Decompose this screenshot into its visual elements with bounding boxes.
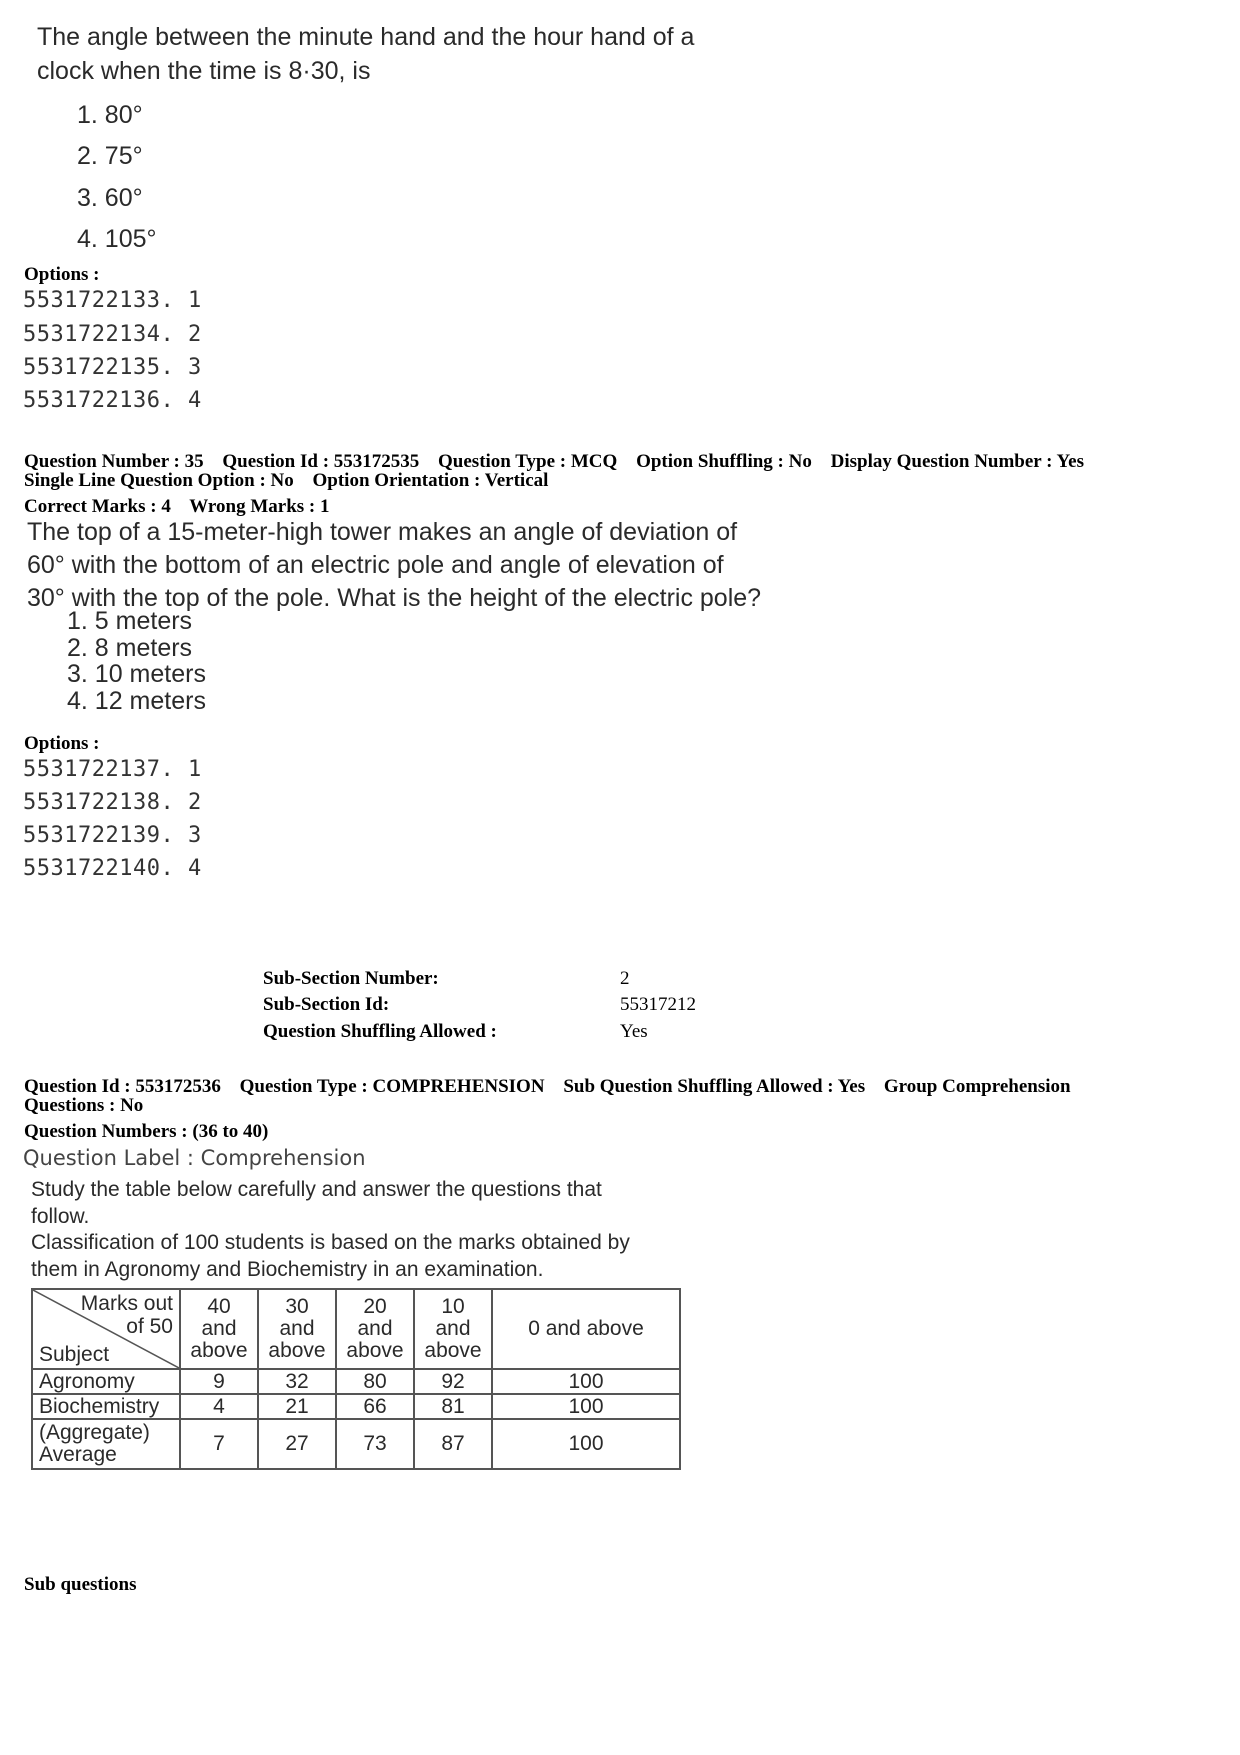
question-number: Question Number : 35 bbox=[24, 451, 204, 472]
col-header: 40 and above bbox=[180, 1289, 258, 1369]
table-cell: 73 bbox=[336, 1419, 414, 1469]
comprehension-meta-line-2: Questions : No bbox=[24, 1095, 144, 1116]
table-cell: 32 bbox=[258, 1369, 336, 1394]
passage-line: them in Agronomy and Biochemistry in an examination. bbox=[31, 1257, 544, 1281]
table-row bbox=[32, 1419, 680, 1469]
col-header: 0 and above bbox=[492, 1289, 680, 1369]
single-line-option: Single Line Question Option : No bbox=[24, 470, 294, 491]
q34-choice: 4. 105° bbox=[77, 225, 157, 253]
col-header: 20 and above bbox=[336, 1289, 414, 1369]
q35-option: 5531722140. 4 bbox=[23, 856, 202, 881]
table-row bbox=[32, 1394, 680, 1419]
subsection-id-value: 55317212 bbox=[620, 994, 696, 1015]
q34-option: 5531722134. 2 bbox=[23, 322, 202, 347]
question-type: Question Type : MCQ bbox=[438, 451, 618, 472]
sub-questions-heading: Sub questions bbox=[24, 1574, 137, 1595]
table-cell: 81 bbox=[414, 1394, 492, 1419]
q34-options-label: Options : bbox=[24, 264, 100, 285]
of-50-line: of 50 bbox=[126, 1315, 173, 1338]
table-cell: 21 bbox=[258, 1394, 336, 1419]
table-cell: 80 bbox=[336, 1369, 414, 1394]
q34-choice: 3. 60° bbox=[77, 184, 143, 212]
table-row bbox=[32, 1369, 680, 1394]
q35-option: 5531722138. 2 bbox=[23, 790, 202, 815]
q35-option: 5531722137. 1 bbox=[23, 757, 202, 782]
marks-out-of-label bbox=[81, 1292, 173, 1338]
q34-option: 5531722133. 1 bbox=[23, 288, 202, 313]
row-subject: Agronomy bbox=[32, 1369, 180, 1394]
table-cell: 100 bbox=[492, 1369, 680, 1394]
group-comprehension: Group Comprehension bbox=[883, 1076, 1071, 1097]
row-subject: (Aggregate) Average bbox=[32, 1419, 180, 1469]
q35-choice: 1. 5 meters bbox=[67, 607, 193, 635]
q34-text-line: clock when the time is 8·30, is bbox=[37, 57, 371, 85]
question-shuffling-label: Question Shuffling Allowed : bbox=[263, 1021, 497, 1042]
table-cell: 92 bbox=[414, 1369, 492, 1394]
passage-line: Study the table below carefully and answer the questions that bbox=[31, 1178, 602, 1201]
subsection-number-label: Sub-Section Number: bbox=[263, 968, 439, 989]
display-question-number: Display Question Number : Yes bbox=[830, 451, 1084, 472]
q35-option: 5531722139. 3 bbox=[23, 823, 202, 848]
q34-option: 5531722135. 3 bbox=[23, 355, 202, 380]
wrong-marks: Wrong Marks : 1 bbox=[189, 496, 330, 517]
marks-out-line: Marks out bbox=[80, 1292, 173, 1315]
table-header-row bbox=[32, 1289, 680, 1369]
table-cell: 7 bbox=[180, 1419, 258, 1469]
question-id: Question Id : 553172536 bbox=[24, 1076, 221, 1097]
passage-line: follow. bbox=[31, 1204, 90, 1228]
marks-table bbox=[31, 1288, 681, 1470]
q35-choice: 3. 10 meters bbox=[67, 660, 206, 688]
q34-question-text bbox=[37, 20, 694, 88]
comprehension-meta-line-1 bbox=[24, 1076, 1085, 1098]
q34-choice: 1. 80° bbox=[77, 101, 143, 129]
q35-meta-line-2 bbox=[24, 470, 562, 492]
passage-line: Classification of 100 students is based on the marks obtained by bbox=[31, 1231, 630, 1254]
row-subject: Biochemistry bbox=[32, 1394, 180, 1419]
col-header: 10 and above bbox=[414, 1289, 492, 1369]
table-cell: 66 bbox=[336, 1394, 414, 1419]
question-id: Question Id : 553172535 bbox=[222, 451, 420, 472]
q35-choice: 4. 12 meters bbox=[67, 687, 206, 715]
subject-label: Subject bbox=[39, 1343, 110, 1366]
q34-option: 5531722136. 4 bbox=[23, 388, 202, 413]
q35-options-label: Options : bbox=[24, 733, 100, 754]
q34-choice: 2. 75° bbox=[77, 142, 143, 170]
subsection-id-label: Sub-Section Id: bbox=[263, 994, 390, 1015]
q35-text-line: 30° with the top of the pole. What is the height of the electric pole? bbox=[27, 584, 762, 612]
table-cell: 87 bbox=[414, 1419, 492, 1469]
q35-marks bbox=[24, 496, 343, 518]
table-cell: 100 bbox=[492, 1419, 680, 1469]
table-cell: 100 bbox=[492, 1394, 680, 1419]
sub-question-shuffling: Sub Question Shuffling Allowed : Yes bbox=[563, 1076, 866, 1097]
table-cell: 9 bbox=[180, 1369, 258, 1394]
question-shuffling-value: Yes bbox=[620, 1021, 648, 1042]
comprehension-passage bbox=[31, 1177, 630, 1283]
q35-text-line: 60° with the bottom of an electric pole and angle of elevation of bbox=[27, 551, 724, 579]
q34-text-line: The angle between the minute hand and the hour hand of a bbox=[37, 23, 695, 51]
q35-choice: 2. 8 meters bbox=[67, 634, 193, 662]
correct-marks: Correct Marks : 4 bbox=[24, 496, 171, 517]
option-shuffling: Option Shuffling : No bbox=[636, 451, 812, 472]
question-numbers: Question Numbers : (36 to 40) bbox=[24, 1121, 269, 1142]
col-header: 30 and above bbox=[258, 1289, 336, 1369]
q35-question-text bbox=[27, 516, 761, 615]
table-cell: 4 bbox=[180, 1394, 258, 1419]
subsection-number-value: 2 bbox=[620, 968, 630, 989]
q35-text-line: The top of a 15-meter-high tower makes an angle of deviation of bbox=[27, 518, 738, 546]
question-label: Question Label : Comprehension bbox=[23, 1146, 366, 1170]
option-orientation: Option Orientation : Vertical bbox=[312, 470, 549, 491]
table-cell: 27 bbox=[258, 1419, 336, 1469]
corner-header-cell bbox=[32, 1289, 180, 1369]
question-type: Question Type : COMPREHENSION bbox=[239, 1076, 545, 1097]
